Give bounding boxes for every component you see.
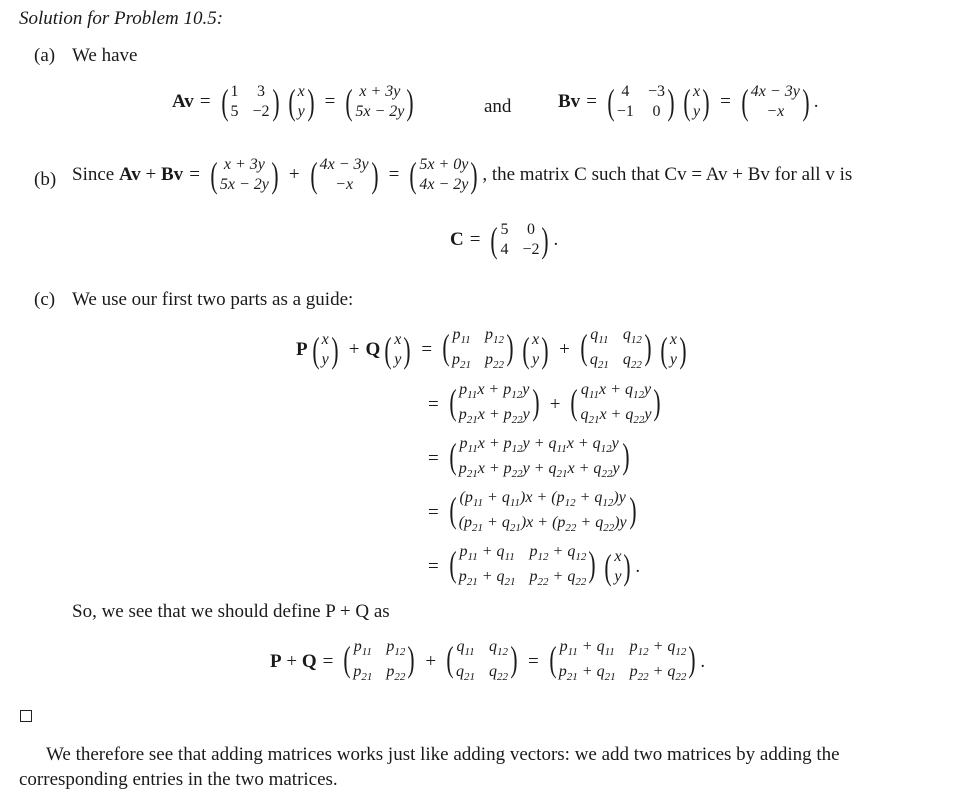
part-b-label: (b) [34,169,57,190]
derivation-line-1: P ( x y ) + Q ( x y ) = ( $p_{11}$ $p_{12}$ $p_{21}$ $p_{22}$ ) ( x y ) + ( $q_{11}$ $q_{12}$ $q_{21}$ $q_{22}$ ) ( x y ) [296,326,687,372]
derivation-line-5: = ( $p_{11} + q_{11}$ $p_{12} + q_{12}$ $p_{21} + q_{21}$ $p_{22} + q_{22}$ ) ( x y ) . [428,543,641,589]
qed-square [20,710,32,722]
equation-av: Av = ( 1 3 5 −2 ) ( x y ) = ( x + 3y 5x − 2y ) [172,82,414,122]
derivation-line-3: = ( $p_{11}x + p_{12}y + q_{11}x + q_{12}y$ $p_{21}x + p_{22}y + q_{21}x + q_{22}y$ ) [428,435,630,481]
so-text: So, we see that we should define P + Q as [72,601,390,622]
derivation-line-4: = ( $(p_{11} + q_{11})x + (p_{12} + q_{12})y$ $(p_{21} + q_{21})x + (p_{22} + q_{22})y$ ) [428,489,637,535]
equation-p-plus-q: P + Q = ( $p_{11}$ $p_{12}$ $p_{21}$ $p_{22}$ ) + ( $q_{11}$ $q_{12}$ $q_{21}$ $q_{22}$ ) = ( $p_{11} + q_{11}$ $p_{12} + q_{12}$ $p_{21} + q_{21}$ $p_{22} + q_{22}$ ) . [270,638,706,684]
and-word: and [484,96,512,117]
solution-title: Solution for Problem 10.5: [19,8,224,29]
equation-bv: Bv = ( 4 −3 −1 0 ) ( x y ) = ( 4x − 3y −x ) . [558,82,819,122]
part-a-label: (a) [34,45,56,66]
equation-c: C = ( 5 0 4 −2 ) . [450,220,559,260]
equation-sum: Since Av + Bv = ( x + 3y 5x − 2y ) + ( 4x − 3y −x ) = ( 5x + 0y 4x − 2y ) , the matrix C such that Cv = Av + Bv for all v is [72,155,853,195]
part-c-intro: We use our first two parts as a guide: [72,289,354,310]
derivation-line-2: = ( $p_{11}x + p_{12}y$ $p_{21}x + p_{22}y$ ) + ( $q_{11}x + q_{12}y$ $q_{21}x + q_{22}y$ ) [428,381,662,427]
closing-paragraph: We therefore see that adding matrices works just like adding vectors: we add two matrices by adding the corresponding entries in the two matrices. [19,744,840,790]
part-c-label: (c) [34,289,56,310]
part-a-intro: We have [72,45,138,66]
